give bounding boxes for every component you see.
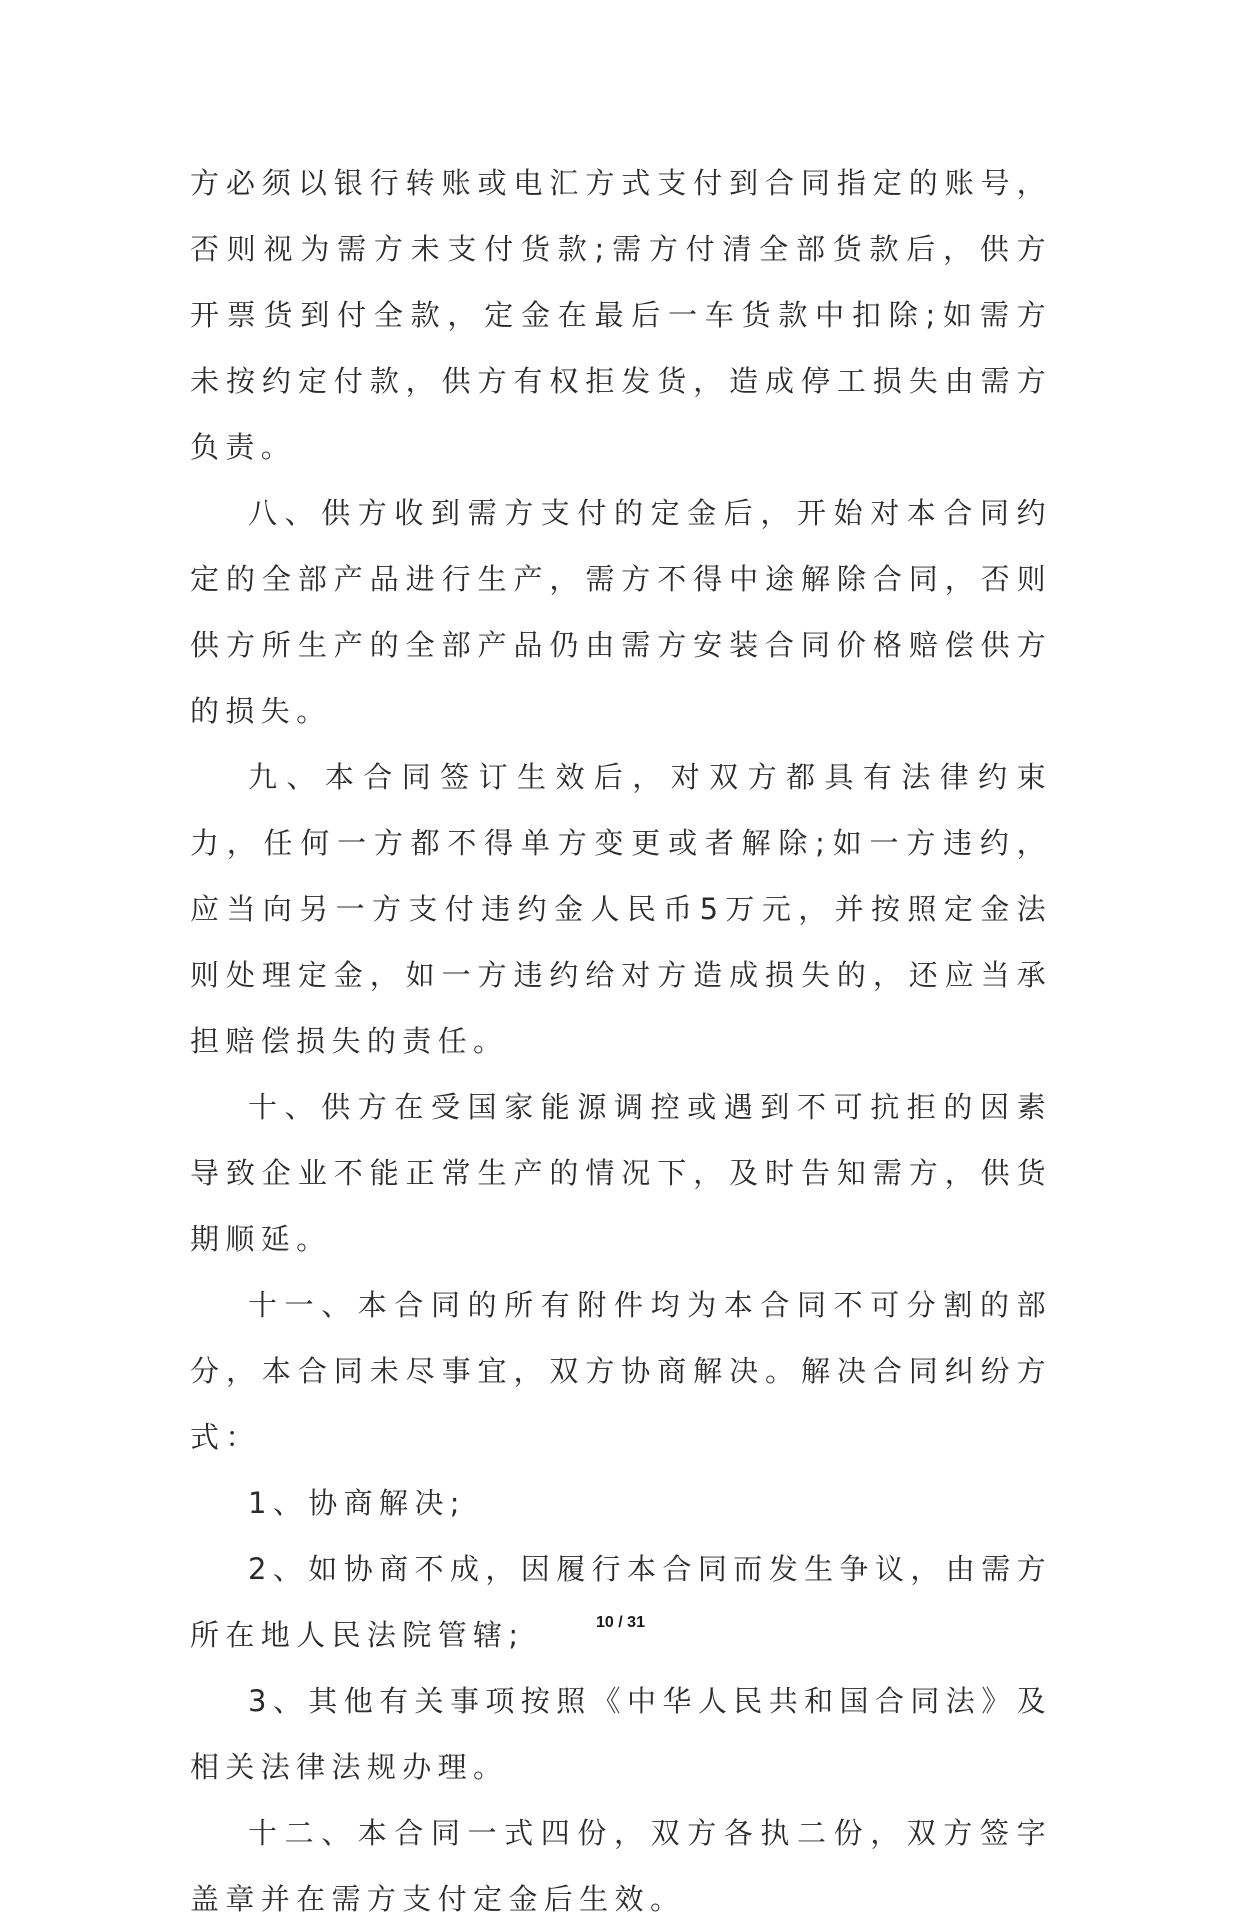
paragraph-clause-8: 八、供方收到需方支付的定金后，开始对本合同约定的全部产品进行生产，需方不得中途解除合同，否则供方所生产的全部产品仍由需方安装合同价格赔偿供方的损失。: [190, 496, 1052, 728]
paragraph-clause-12: 十二、本合同一式四份，双方各执二份，双方签字盖章并在需方支付定金后生效。: [190, 1816, 1052, 1916]
paragraph-clause-9: 九、本合同签订生效后，对双方都具有法律约束力，任何一方都不得单方变更或者解除;如一方违约，应当向另一方支付违约金人民币5万元，并按照定金法则处理定金，如一方违约给对方造成损失的，还应当承担赔偿损失的责任。: [190, 760, 1052, 1058]
paragraph-clause-10: 十、供方在受国家能源调控或遇到不可抗拒的因素导致企业不能正常生产的情况下，及时告知需方，供货期顺延。: [190, 1090, 1052, 1256]
paragraph-payment-terms-continued: 方必须以银行转账或电汇方式支付到合同指定的账号，否则视为需方未支付货款;需方付清全部货款后，供方开票货到付全款，定金在最后一车货款中扣除;如需方未按约定付款，供方有权拒发货，造成停工损失由需方负责。: [190, 166, 1052, 464]
paragraph-dispute-option-1: 1、协商解决;: [248, 1486, 466, 1520]
paragraph-clause-11: 十一、本合同的所有附件均为本合同不可分割的部分，本合同未尽事宜，双方协商解决。解决合同纠纷方式：: [190, 1288, 1052, 1454]
paragraph-dispute-option-3: 3、其他有关事项按照《中华人民共和国合同法》及相关法律法规办理。: [190, 1684, 1052, 1784]
paragraph-dispute-option-2: 2、如协商不成，因履行本合同而发生争议，由需方所在地人民法院管辖;: [190, 1552, 1052, 1652]
document-body: [190, 150, 1052, 1932]
page-number: 10 / 31: [596, 1614, 645, 1631]
